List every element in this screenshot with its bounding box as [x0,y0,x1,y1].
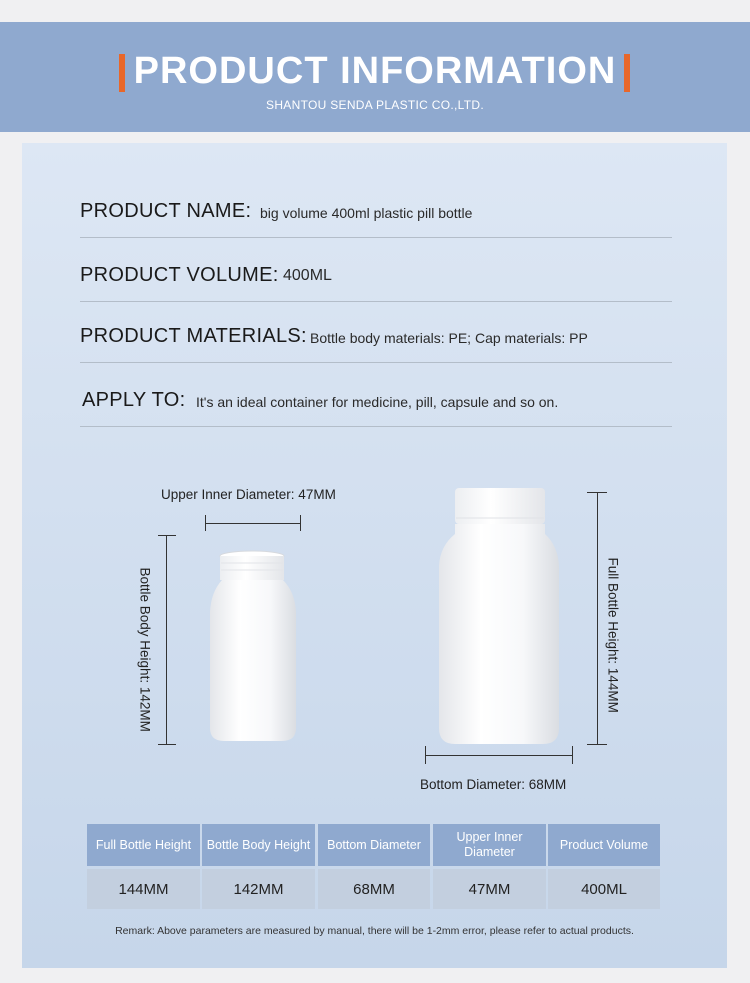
remark-note: Remark: Above parameters are measured by manual, there will be 1-2mm error, please refer to actual products. [115,925,634,937]
bottom-diameter-tick-right [572,746,573,764]
product-materials-value: Bottle body materials: PE; Cap materials: PP [310,330,588,346]
table-cell-body-height: 142MM [202,869,315,909]
product-volume-label: PRODUCT VOLUME: [80,264,279,286]
full-height-tick-top [587,492,607,493]
body-height-tick-top [158,535,176,536]
table-header-body-height: Bottle Body Height [202,824,315,866]
table-header-full-height: Full Bottle Height [87,824,200,866]
product-name-value: big volume 400ml plastic pill bottle [260,205,473,221]
capped-bottle-image [439,488,559,744]
product-volume-value: 400ML [283,267,332,284]
table-header-upper-diameter: Upper Inner Diameter [433,824,546,866]
body-height-tick-bottom [158,744,176,745]
page-title: PRODUCT INFORMATION [133,50,617,92]
upper-diameter-tick-left [205,515,206,531]
table-header-volume: Product Volume [548,824,660,866]
body-height-line [166,535,167,745]
bottle-body-height-label: Bottle Body Height: 142MM [137,567,153,732]
upper-diameter-line [205,523,301,524]
table-header-bottom-diameter: Bottom Diameter [318,824,430,866]
bottom-diameter-line [425,755,573,756]
product-materials-label: PRODUCT MATERIALS: [80,325,307,347]
full-height-tick-bottom [587,744,607,745]
apply-to-label: APPLY TO: [82,389,186,411]
upper-inner-diameter-label: Upper Inner Diameter: 47MM [161,487,336,502]
open-bottle-image [210,551,296,741]
table-cell-volume: 400ML [548,869,660,909]
bottom-diameter-label: Bottom Diameter: 68MM [420,777,567,792]
bottom-diameter-tick-left [425,746,426,764]
table-cell-full-height: 144MM [87,869,200,909]
company-name: SHANTOU SENDA PLASTIC CO.,LTD. [266,98,484,112]
product-name-label: PRODUCT NAME: [80,200,252,222]
table-cell-upper-diameter: 47MM [433,869,546,909]
table-cell-bottom-diameter: 68MM [318,869,430,909]
apply-to-value: It's an ideal container for medicine, pill, capsule and so on. [196,394,559,410]
upper-diameter-tick-right [300,515,301,531]
full-height-line [597,492,598,745]
full-bottle-height-label: Full Bottle Height: 144MM [605,557,621,713]
